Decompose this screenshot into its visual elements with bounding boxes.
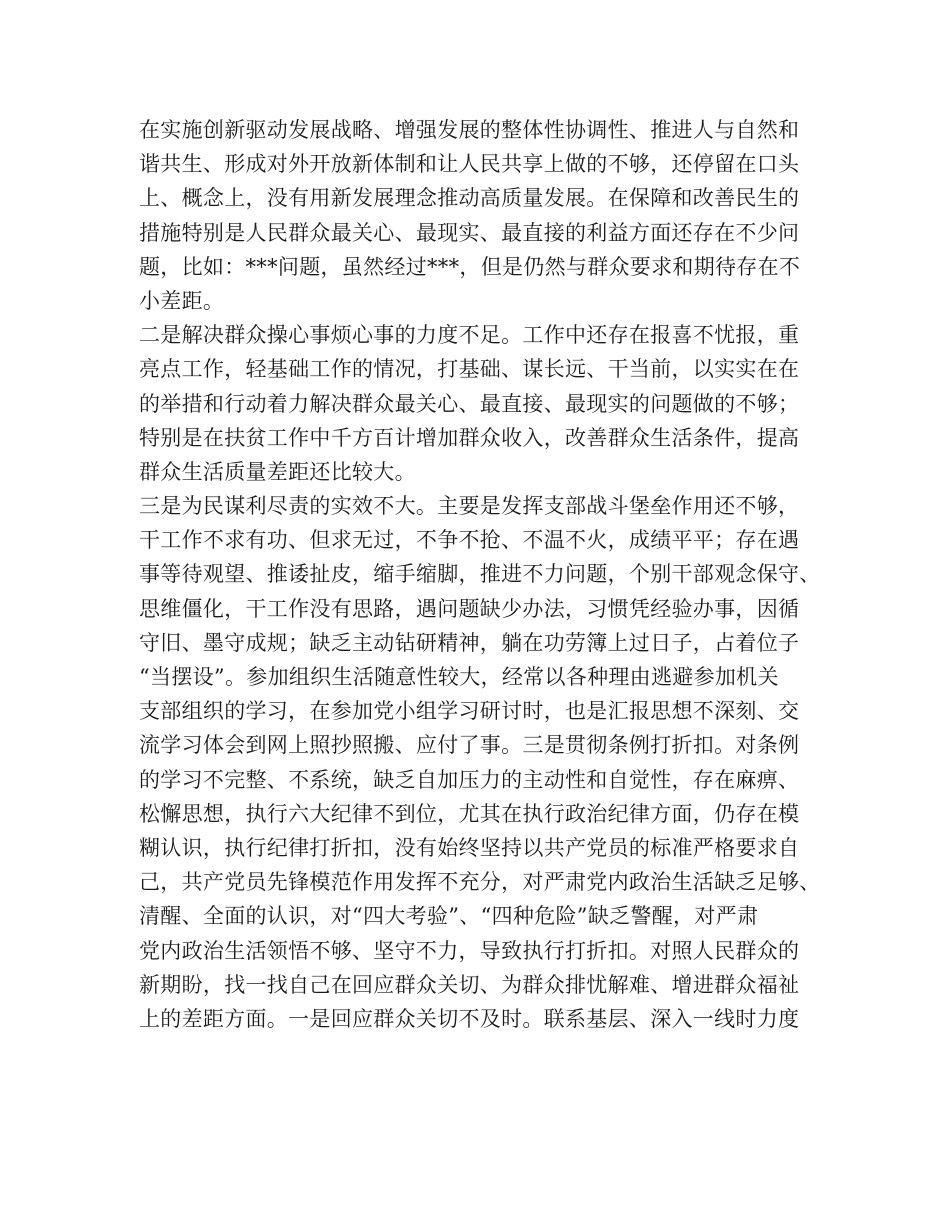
body-text: [139, 113, 829, 1036]
text-line: 己，共产党员先锋模范作用发挥不充分，对严肃党内政治生活缺乏足够、: [139, 870, 821, 895]
text-line: 上、概念上，没有用新发展理念推动高质量发展。在保障和改善民生的: [139, 186, 800, 211]
text-line: 题，比如：***问题，虽然经过***，但是仍然与群众要求和期待存在不: [139, 254, 801, 279]
paragraph-3-line: 三是为民谋利尽责的实效不大。主要是发挥支部战斗堡垒作用还不够，: [139, 494, 800, 519]
text-line: 新期盼，找一找自己在回应群众关切、为群众排忧解难、增进群众福祉: [139, 972, 800, 997]
text-line: 的学习不完整、不系统，缺乏自加压力的主动性和自觉性，存在麻痹、: [139, 767, 800, 792]
text-line: 谐共生、形成对外开放新体制和让人民共享上做的不够，还停留在口头: [139, 152, 800, 177]
text-line: 小差距。: [139, 288, 225, 313]
text-line: 守旧、墨守成规；缺乏主动钻研精神，躺在功劳簿上过日子，占着位子: [139, 630, 800, 655]
text-line: 松懈思想，执行六大纪律不到位，尤其在执行政治纪律方面，仍存在模: [139, 801, 800, 826]
text-line: 干工作不求有功、但求无过，不争不抢、不温不火，成绩平平；存在遇: [139, 528, 800, 553]
text-line: 清醒、全面的认识，对“四大考验”、“四种危险”缺乏警醒，对严肃: [139, 904, 759, 929]
text-line: 思维僵化，干工作没有思路，遇问题缺少办法，习惯凭经验办事，因循: [139, 596, 800, 621]
text-line: 在实施创新驱动发展战略、增强发展的整体性协调性、推进人与自然和: [139, 118, 800, 142]
text-line: 流学习体会到网上照抄照搬、应付了事。三是贯彻条例打折扣。对条例: [139, 733, 800, 758]
text-line: 事等待观望、推诿扯皮，缩手缩脚，推进不力问题，个别干部观念保守、: [139, 562, 821, 587]
text-line: 群众生活质量差距还比较大。: [139, 459, 416, 484]
text-line: 糊认识，执行纪律打折扣，没有始终坚持以共产党员的标准严格要求自: [139, 835, 800, 860]
text-line: 措施特别是人民群众最关心、最现实、最直接的利益方面还存在不少问: [139, 220, 800, 245]
text-line: 支部组织的学习，在参加党小组学习研讨时，也是汇报思想不深刻、交: [139, 699, 800, 724]
text-line: “当摆设”。参加组织生活随意性较大，经常以各种理由逃避参加机关: [139, 665, 779, 689]
text-line: 的举措和行动着力解决群众最关心、最直接、最现实的问题做的不够；: [139, 391, 800, 416]
text-line: 党内政治生活领悟不够、坚守不力，导致执行打折扣。对照人民群众的: [139, 938, 800, 963]
text-line: 亮点工作，轻基础工作的情况，打基础、谋长远、干当前，以实实在在: [139, 357, 800, 382]
paragraph-2-line: 二是解决群众操心事烦心事的力度不足。工作中还存在报喜不忧报，重: [139, 323, 800, 348]
text-line: 上的差距方面。一是回应群众关切不及时。联系基层、深入一线时力度: [139, 1006, 800, 1031]
text-line: 特别是在扶贫工作中千方百计增加群众收入，改善群众生活条件，提高: [139, 425, 800, 450]
